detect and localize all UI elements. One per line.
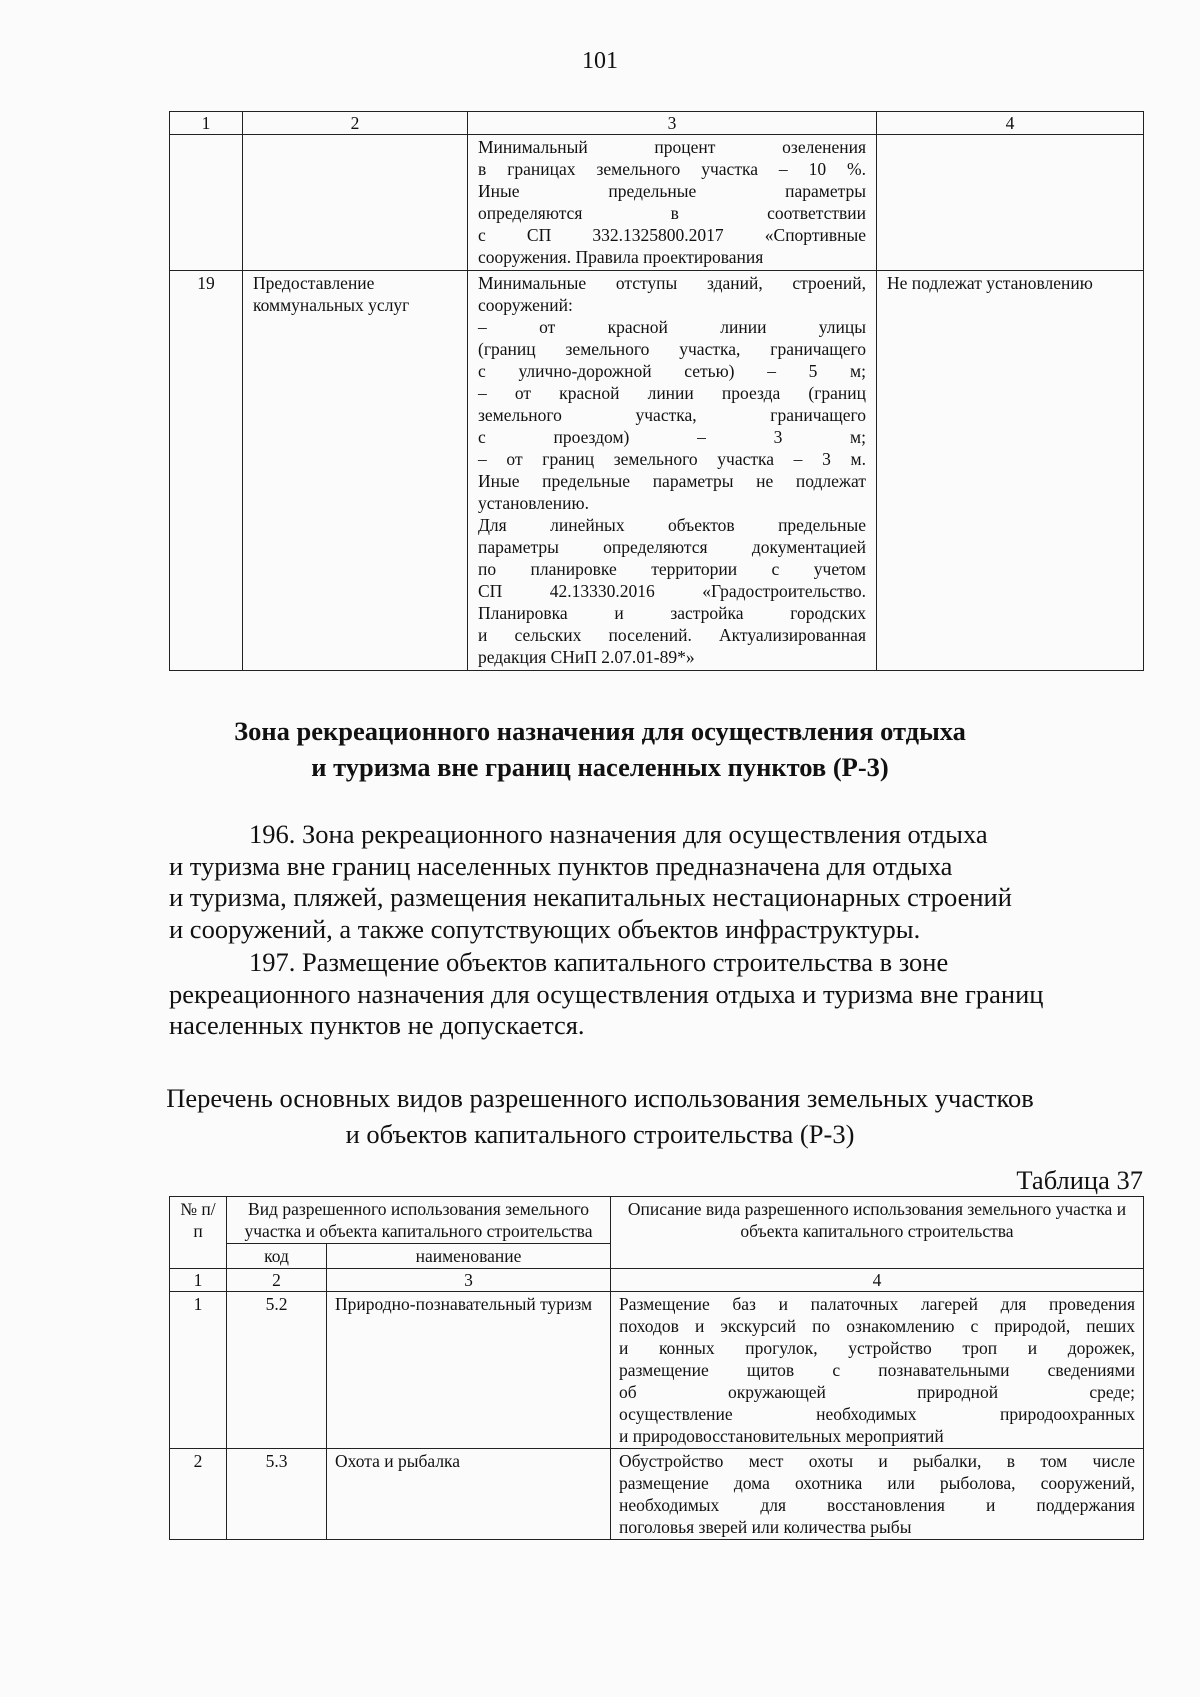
parameters-text [478, 272, 866, 668]
code-cell: 5.2 [227, 1292, 327, 1449]
page-number: 101 [582, 48, 618, 74]
column-number: 1 [170, 1269, 227, 1292]
name-cell: Охота и рыбалка [327, 1449, 611, 1540]
header-code-cell: код [227, 1244, 327, 1269]
zone-title-line: Зона рекреационного назначения для осуществления отдыха [234, 716, 966, 746]
text-line: поголовья зверей или количества рыбы [619, 1517, 912, 1537]
paragraph-line: и туризма вне границ населенных пунктов предназначена для отдыха [169, 850, 953, 881]
header-cell: 4 [877, 112, 1144, 135]
paragraph-line: 197. Размещение объектов капитального строительства в зоне [249, 947, 949, 977]
text-line: Для линейных объектов предельные [478, 515, 866, 535]
text-line: определяются в соответствии [478, 203, 866, 223]
paragraph-line: 196. Зона рекреационного назначения для осуществления отдыха [249, 819, 988, 849]
header-desc-cell: Описание вида разрешенного использования земельного участка и объекта капитального строительства [611, 1197, 1144, 1269]
description-text [619, 1450, 1135, 1538]
text-line: сооружений: [478, 295, 573, 315]
text-line: – от красной линии улицы [478, 317, 866, 337]
header-num-cell: № п/п [170, 1197, 227, 1269]
text-line: и природовосстановительных мероприятий [619, 1426, 944, 1446]
column-number: 3 [327, 1269, 611, 1292]
text-line: размещение щитов с познавательными сведениями [619, 1360, 1135, 1380]
list-title-line: и объектов капитального строительства (Р-3) [345, 1119, 855, 1149]
table-row [170, 271, 1144, 671]
text-line: Минимальный процент озеленения [478, 137, 866, 157]
table-row [170, 135, 1144, 271]
table-header-row [170, 1197, 1144, 1244]
row-number-cell [170, 135, 243, 271]
list-title [0, 1080, 1200, 1152]
text-line: Минимальные отступы зданий, строений, [478, 273, 866, 293]
name-cell [243, 135, 468, 271]
text-line: необходимых для восстановления и поддержания [619, 1495, 1135, 1515]
value-cell: Не подлежат установлению [877, 271, 1144, 671]
name-cell: Предоставление коммунальных услуг [243, 271, 468, 671]
column-number: 4 [611, 1269, 1144, 1292]
text-line: об окружающей природной среде; [619, 1382, 1135, 1402]
text-line: СП 42.13330.2016 «Градостроительство. [478, 581, 866, 601]
text-line: параметры определяются документацией [478, 537, 866, 557]
paragraph-line: и туризма, пляжей, размещения некапитальных нестационарных строений [169, 882, 1012, 912]
text-line: размещение дома охотника или рыболова, сооружений, [619, 1473, 1135, 1493]
text-line: осуществление необходимых природоохранных [619, 1404, 1135, 1424]
text-line: с СП 332.1325800.2017 «Спортивные [478, 225, 866, 245]
description-text [619, 1293, 1135, 1447]
text-line: с улично-дорожной сетью) – 5 м; [478, 361, 866, 381]
text-line: Иные предельные параметры [478, 181, 866, 201]
text-line: по планировке территории с учетом [478, 559, 866, 579]
text-line: Размещение баз и палаточных лагерей для проведения [619, 1294, 1135, 1314]
continued-table [169, 111, 1144, 671]
text-line: (границ земельного участка, граничащего [478, 339, 866, 359]
text-line: установлению. [478, 493, 589, 513]
text-line: Иные предельные параметры не подлежат [478, 471, 866, 491]
description-cell [611, 1292, 1144, 1449]
header-cell: 3 [468, 112, 877, 135]
header-kind-cell: Вид разрешенного использования земельного участка и объекта капитального строительства [227, 1197, 611, 1244]
paragraph-line: населенных пунктов не допускается. [169, 1010, 585, 1040]
zone-title-line: и туризма вне границ населенных пунктов (Р-3) [311, 752, 889, 782]
zone-title [0, 713, 1200, 785]
text-line: – от красной линии проезда (границ [478, 383, 866, 403]
column-number: 2 [227, 1269, 327, 1292]
row-number-cell: 19 [170, 271, 243, 671]
code-cell: 5.3 [227, 1449, 327, 1540]
paragraph-197 [169, 947, 1143, 1042]
land-use-table [169, 1196, 1144, 1540]
column-number-row [170, 1269, 1144, 1292]
parameters-cell [468, 271, 877, 671]
parameters-cell [468, 135, 877, 271]
list-title-line: Перечень основных видов разрешенного использования земельных участков [166, 1083, 1034, 1113]
text-line: Обустройство мест охоты и рыбалки, в том числе [619, 1451, 1135, 1471]
text-line: земельного участка, граничащего [478, 405, 866, 425]
parameters-text [478, 136, 866, 268]
description-cell [611, 1449, 1144, 1540]
paragraph-line: рекреационного назначения для осуществления отдыха и туризма вне границ [169, 978, 1044, 1009]
text-line: с проездом) – 3 м; [478, 427, 866, 447]
value-cell [877, 135, 1144, 271]
name-cell: Природно-познавательный туризм [327, 1292, 611, 1449]
table-row [170, 1292, 1144, 1449]
paragraph-line: и сооружений, а также сопутствующих объектов инфраструктуры. [169, 913, 921, 944]
text-line: – от границ земельного участка – 3 м. [478, 449, 866, 469]
row-number-cell: 2 [170, 1449, 227, 1540]
text-line: походов и экскурсий по ознакомлению с природой, пеших [619, 1316, 1135, 1336]
table-label: Таблица 37 [1016, 1165, 1143, 1195]
paragraph-196 [169, 819, 1143, 945]
text-line: и конных прогулок, устройство троп и дорожек, [619, 1338, 1135, 1358]
table-row [170, 1449, 1144, 1540]
text-line: Планировка и застройка городских [478, 603, 866, 623]
text-line: сооружения. Правила проектирования [478, 247, 764, 267]
text-line: в границах земельного участка – 10 %. [478, 159, 866, 179]
header-name-cell: наименование [327, 1244, 611, 1269]
column-number-row [170, 112, 1144, 135]
header-cell: 1 [170, 112, 243, 135]
text-line: редакция СНиП 2.07.01-89*» [478, 647, 695, 667]
header-cell: 2 [243, 112, 468, 135]
row-number-cell: 1 [170, 1292, 227, 1449]
text-line: и сельских поселений. Актуализированная [478, 625, 866, 645]
